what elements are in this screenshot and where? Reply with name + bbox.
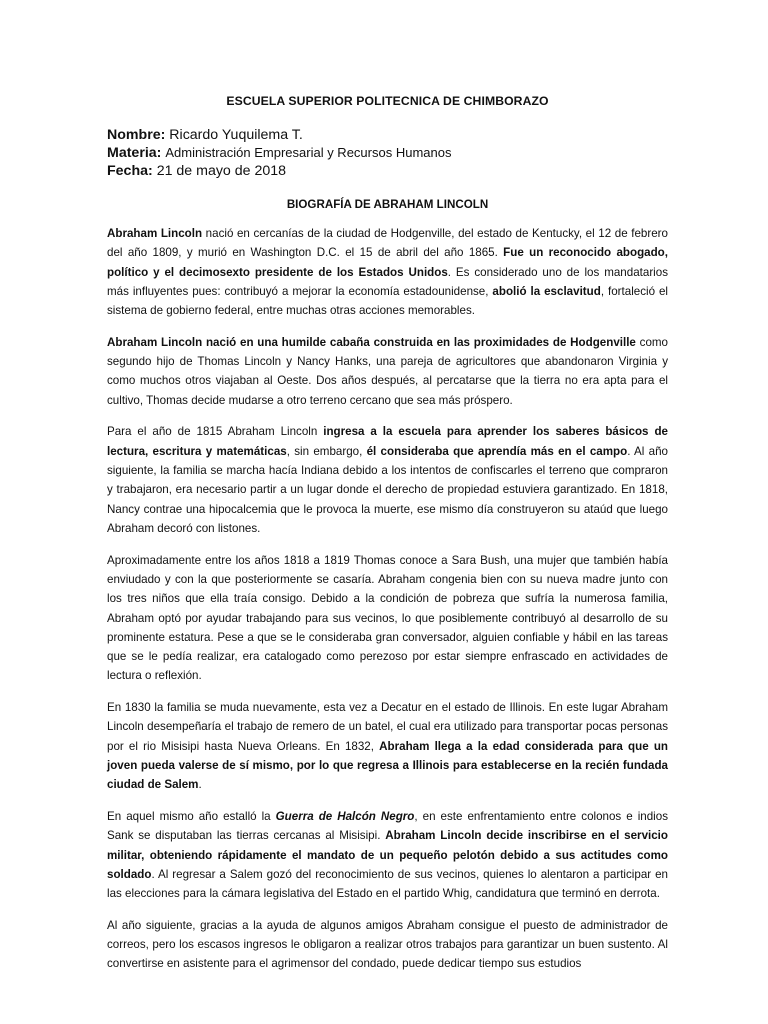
- text-run: Para el año de 1815 Abraham Lincoln: [107, 425, 324, 439]
- text-run: como segundo hijo de Thomas Lincoln y Nancy Hanks, una pareja de agricultores que abandonaron Virginia y como muchos otros viajaban al Oeste. Dos años después, al percatarse que la tierra no era apta para el cultivo, Thomas decide mudarse a otro terreno cercano que sea más próspero.: [107, 335, 668, 407]
- name-line: [107, 126, 668, 144]
- text-run: . Al regresar a Salem gozó del reconocimiento de sus vecinos, quienes lo alentaron a participar en las elecciones para la cámara legislativa del Estado en el partido Whig, candidatura que terminó en derrota.: [107, 867, 668, 901]
- bold-text: Abraham Lincoln nació en una humilde cabaña construida en las proximidades de Hodgenville: [107, 335, 636, 349]
- bold-text: Guerra de Halcón Negro: [275, 809, 415, 823]
- paragraph: [107, 807, 668, 903]
- date-value: 21 de mayo de 2018: [156, 163, 287, 179]
- bold-text: él consideraba que aprendía más en el campo: [366, 444, 628, 458]
- text-run: , sin embargo,: [286, 444, 367, 458]
- text-run: . Al año siguiente, la familia se marcha hacía Indiana debido a los intentos de confiscarles el terreno que compraron y trabajaron, era necesario partir a un lugar donde el derecho de propiedad estuviera garantizado. En 1818, Nancy contrae una hipocalcemia que le provoca la muerte, ese mismo día construyeron su ataúd que luego Abraham decoró con listones.: [107, 444, 668, 535]
- paragraph: [107, 422, 668, 538]
- institution-heading: ESCUELA SUPERIOR POLITECNICA DE CHIMBORAZO: [226, 94, 549, 108]
- subject-label: Materia:: [107, 145, 162, 161]
- date-line: [107, 162, 668, 180]
- text-run: Aproximadamente entre los años 1818 a 1819 Thomas conoce a Sara Bush, una mujer que también había enviudado y con la que posteriormente se casaría. Abraham congenia bien con su nueva madre junto con los tres niños que ella traía consigo. Debido a la condición de pobreza que sufría la numerosa familia, Abraham optó por ayudar trabajando para sus vecinos, lo que posiblemente contribuyó al desarrollo de su prominente estatura. Pese a que se le consideraba gran conversador, alguien confiable y hábil en las tareas que se le pedía realizar, era catalogado como perezoso por estar siempre enfrascado en actividades de lectura o reflexión.: [107, 553, 668, 683]
- name-label: Nombre:: [107, 127, 166, 143]
- text-run: En aquel mismo año estalló la: [107, 809, 276, 823]
- bold-text: Fue un reconocido abogado, político y el decimosexto presidente de los Estados Unidos: [107, 246, 668, 279]
- document-title: BIOGRAFÍA DE ABRAHAM LINCOLN: [286, 198, 489, 211]
- name-value: Ricardo Yuquilema T.: [169, 127, 303, 143]
- text-run: .: [198, 778, 202, 792]
- text-run: Al año siguiente, gracias a la ayuda de algunos amigos Abraham consigue el puesto de administrador de correos, pero los escasos ingresos le obligaron a realizar otros trabajos para garantizar un buen sustento. Al convertirse en asistente para el agrimensor del condado, puede dedicar tiempo sus estudios: [107, 918, 668, 971]
- paragraph: [107, 551, 668, 686]
- text-run: nació en cercanías de la ciudad de Hodgenville, del estado de Kentucky, el 12 de febrero del año 1809, y murió en Washington D.C. el 15 de abril del año 1865.: [107, 227, 668, 260]
- biography-body: [107, 224, 668, 974]
- paragraph: [107, 333, 668, 410]
- text-run: En 1830 la familia se muda nuevamente, esta vez a Decatur en el estado de Illinois. En este lugar Abraham Lincoln desempeñaría el trabajo de remero de un batel, el cual era utilizado para transportar pocas personas por el rio Misisipi hasta Nueva Orleans. En 1832,: [107, 701, 668, 753]
- paragraph: [107, 916, 668, 974]
- date-label: Fecha:: [107, 163, 153, 179]
- text-run: , fortaleció el sistema de gobierno federal, entre muchas otras acciones memorables.: [107, 284, 668, 318]
- student-info: [107, 126, 668, 180]
- text-run: , en este enfrentamiento entre colonos e indios Sank se disputaban las tierras cercanas al Misisipi.: [107, 809, 668, 843]
- bold-text: Abraham Lincoln: [107, 227, 203, 240]
- text-run: . Es considerado uno de los mandatarios más influyentes pues: contribuyó a mejorar la economía estadounidense,: [107, 265, 669, 298]
- paragraph: [107, 698, 668, 794]
- subject-line: [107, 144, 668, 162]
- bold-text: Abraham llega a la edad considerada para que un joven pueda valerse de sí mismo, por lo que regresa a Illinois para establecerse en la recién fundada ciudad de Salem: [107, 739, 668, 792]
- bold-text: ingresa a la escuela para aprender los saberes básicos de lectura, escritura y matemáticas: [107, 425, 668, 458]
- subject-value: Administración Empresarial y Recursos Humanos: [165, 145, 452, 160]
- bold-text: Abraham Lincoln decide inscribirse en el servicio militar, obteniendo rápidamente el mandato de un pequeño pelotón debido a sus actitudes como soldado: [107, 829, 668, 881]
- bold-text: abolió la esclavitud: [492, 284, 601, 298]
- paragraph: [107, 224, 668, 320]
